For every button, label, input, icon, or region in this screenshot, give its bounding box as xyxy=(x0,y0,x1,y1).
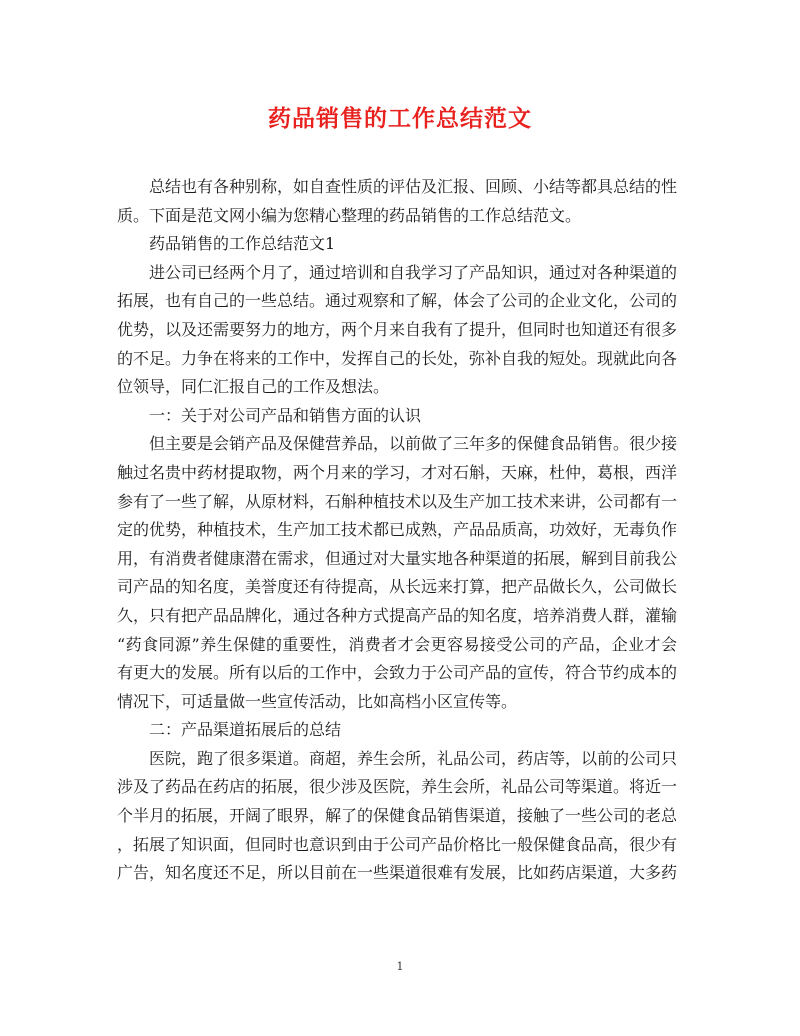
paragraph-line: 触过名贵中药材提取物，两个月来的学习，才对石斛，天麻，杜仲，葛根，西洋 xyxy=(117,462,678,482)
paragraph-line: ，拓展了知识面，但同时也意识到由于公司产品价格比一般保健食品高，很少有 xyxy=(117,834,678,854)
document-title: 药品销售的工作总结范文 xyxy=(268,105,532,132)
paragraph-line: 广告，知名度还不足，所以目前在一些渠道很难有发展，比如药店渠道，大多药 xyxy=(117,863,678,883)
paragraph-line: 但主要是会销产品及保健营养品，以前做了三年多的保健食品销售。很少接 xyxy=(149,434,678,454)
paragraph-line: 拓展，也有自己的一些总结。通过观察和了解，体会了公司的企业文化，公司的 xyxy=(117,291,678,311)
paragraph-line: 总结也有各种别称，如自查性质的评估及汇报、回顾、小结等都具总结的性 xyxy=(149,177,678,196)
document-body xyxy=(117,173,677,888)
paragraph-line: 医院，跑了很多渠道。商超，养生会所，礼品公司，药店等，以前的公司只 xyxy=(149,748,678,768)
paragraph-line: “药食同源”养生保健的重要性，消费者才会更容易接受公司的产品，企业才会 xyxy=(117,634,677,654)
section-heading: 二：产品渠道拓展后的总结 xyxy=(149,720,342,740)
paragraph-line: 定的优势，种植技术，生产加工技术都已成熟，产品品质高，功效好，无毒负作 xyxy=(117,520,678,540)
paragraph-line: 优势，以及还需要努力的地方，两个月来自我有了提升，但同时也知道还有很多 xyxy=(117,319,678,339)
paragraph-line: 情况下，可适量做一些宣传活动，比如高档小区宣传等。 xyxy=(117,691,518,711)
paragraph-line: 司产品的知名度，美誉度还有待提高，从长远来打算，把产品做长久，公司做长 xyxy=(117,577,678,597)
section-heading: 一：关于对公司产品和销售方面的认识 xyxy=(149,405,422,425)
section-heading: 药品销售的工作总结范文1 xyxy=(149,234,336,254)
paragraph-line: 位领导，同仁汇报自己的工作及想法。 xyxy=(117,377,390,397)
paragraph-line: 进公司已经两个月了，通过培训和自我学习了产品知识，通过对各种渠道的 xyxy=(149,262,678,282)
paragraph-line: 有更大的发展。所有以后的工作中，会致力于公司产品的宣传，符合节约成本的 xyxy=(117,663,678,683)
paragraph-line: 久，只有把产品品牌化，通过各种方式提高产品的知名度，培养消费人群，灌输 xyxy=(117,605,678,625)
paragraph-line: 质。下面是范文网小编为您精心整理的药品销售的工作总结范文。 xyxy=(117,205,582,225)
paragraph-line: 的不足。力争在将来的工作中，发挥自己的长处，弥补自我的短处。现就此向各 xyxy=(117,348,678,368)
paragraph-line: 个半月的拓展，开阔了眼界，解了的保健食品销售渠道，接触了一些公司的老总 xyxy=(117,806,678,826)
paragraph-line: 涉及了药品在药店的拓展，很少涉及医院，养生会所，礼品公司等渠道。将近一 xyxy=(117,777,678,797)
paragraph-line: 参有了一些了解，从原材料，石斛种植技术以及生产加工技术来讲，公司都有一 xyxy=(117,491,678,511)
paragraph-line: 用，有消费者健康潜在需求，但通过对大量实地各种渠道的拓展，解到目前我公 xyxy=(117,548,678,568)
page-number: 1 xyxy=(396,960,404,973)
